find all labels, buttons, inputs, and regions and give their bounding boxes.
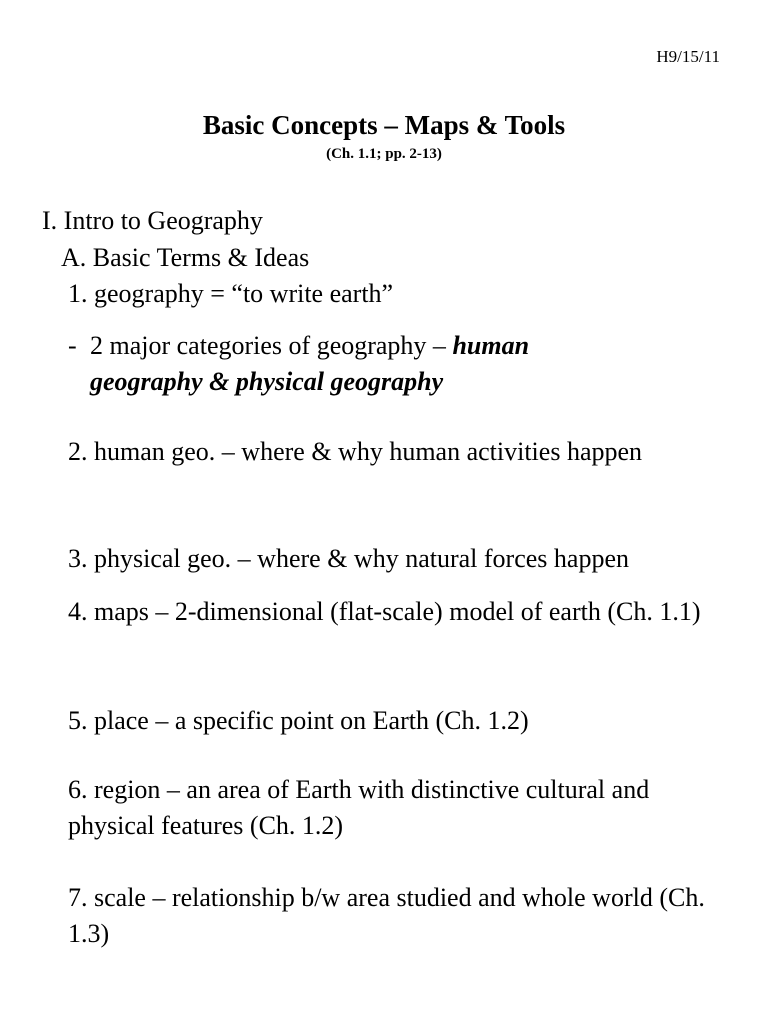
outline-item-1: 1. geography = “to write earth” [68,279,394,308]
date-code: H9/15/11 [656,47,720,66]
outline-item-4: 4. maps – 2-dimensional (flat-scale) model of earth (Ch. 1.1) [68,597,701,626]
outline-item-2: 2. human geo. – where & why human activities happen [68,437,643,466]
page-subtitle: (Ch. 1.1; pp. 2-13) [326,146,442,162]
page-title: Basic Concepts – Maps & Tools [202,110,566,140]
outline-section-a: A. Basic Terms & Ideas [61,243,310,272]
outline-item-7: 7. scale – relationship b/w area studied and whole world (Ch. 1.3) [68,883,705,948]
dash-item-emphasis-2: geography & physical geography [90,367,444,396]
outline-item-6: 6. region – an area of Earth with distinctive cultural and physical features (Ch. 1.2) [68,775,650,840]
bullet-dash: - [68,331,77,360]
dash-item-lead-text: 2 major categories of geography – [90,331,453,360]
outline-section-i: I. Intro to Geography [42,206,263,235]
outline-item-3: 3. physical geo. – where & why natural forces happen [68,544,629,573]
outline-item-5: 5. place – a specific point on Earth (Ch. 1.2) [68,706,529,735]
dash-item-emphasis-1: human [452,331,530,360]
outline-dash-item [68,328,529,364]
